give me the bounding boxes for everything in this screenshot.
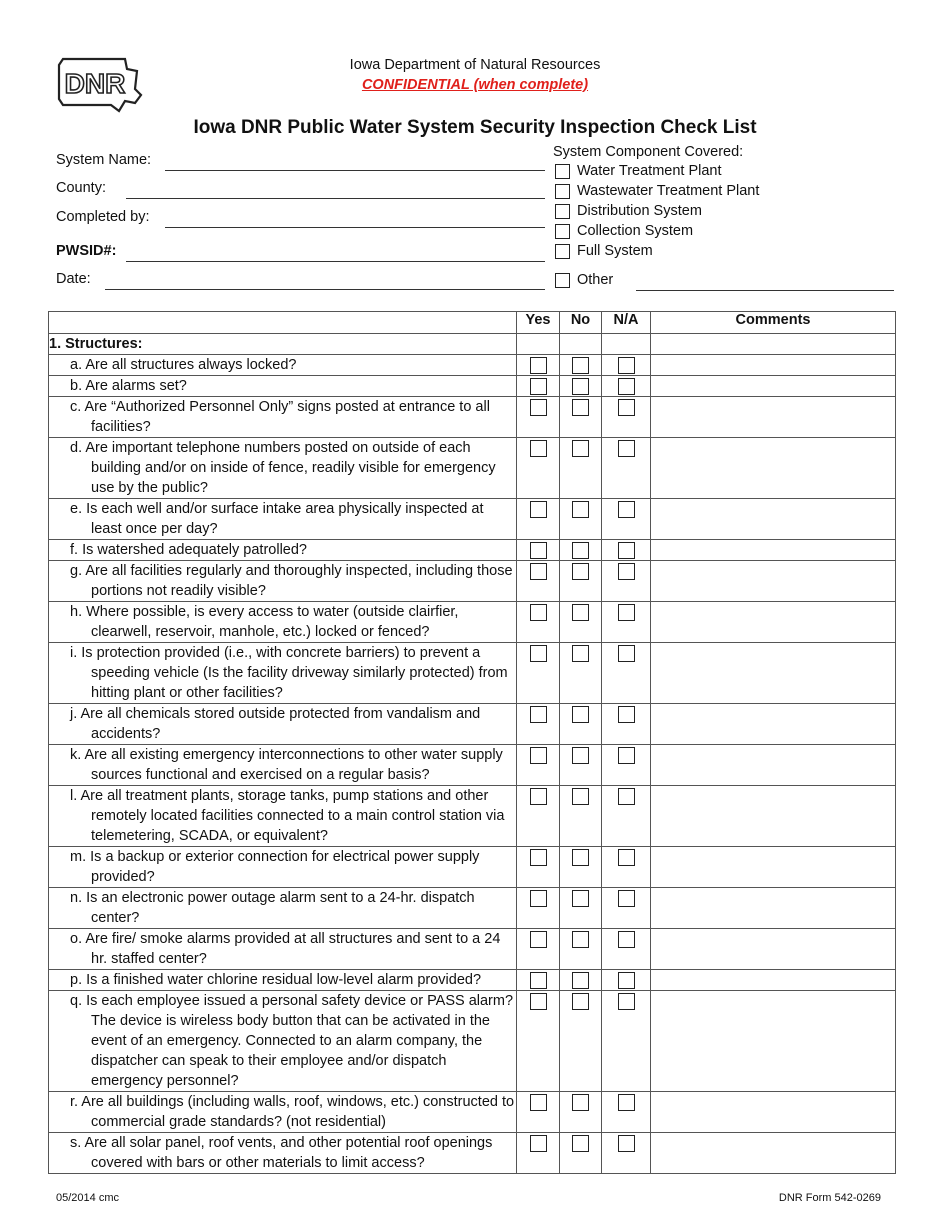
answer-cell-no: [560, 888, 602, 929]
question-cell: [49, 643, 517, 704]
question-text: j. Are all chemicals stored outside protected from vandalism and accidents?: [70, 706, 481, 742]
comments-cell[interactable]: [651, 929, 896, 970]
question-cell: [49, 376, 517, 397]
answer-cell-yes: [517, 847, 560, 888]
checkbox-no[interactable]: [572, 788, 589, 805]
header-question: [49, 312, 517, 334]
question-text: b. Are alarms set?: [70, 378, 187, 394]
comments-cell[interactable]: [651, 438, 896, 499]
question-cell: [49, 540, 517, 561]
comments-cell[interactable]: [651, 786, 896, 847]
question-cell: [49, 704, 517, 745]
answer-cell-no: [560, 991, 602, 1092]
question-cell: [49, 991, 517, 1092]
checkbox-yes[interactable]: [530, 747, 547, 764]
answer-cell-no: [560, 1133, 602, 1174]
label-collection-system: Collection System: [577, 223, 694, 239]
section-title: 1. Structures:: [49, 334, 517, 355]
dnr-logo: [55, 55, 145, 113]
answer-cell-na: [602, 397, 651, 438]
answer-cell-yes: [517, 1092, 560, 1133]
checkbox-no[interactable]: [572, 645, 589, 662]
checkbox-yes[interactable]: [530, 563, 547, 580]
answer-cell-na: [602, 376, 651, 397]
answer-cell-no: [560, 355, 602, 376]
agency-name: Iowa Department of Natural Resources: [349, 57, 601, 73]
answer-cell-no: [560, 602, 602, 643]
checkbox-no[interactable]: [572, 993, 589, 1010]
answer-cell-na: [602, 929, 651, 970]
checkbox-other[interactable]: [555, 273, 570, 288]
label-water-treatment: Water Treatment Plant: [577, 163, 722, 179]
checkbox-yes[interactable]: [530, 788, 547, 805]
question-cell: [49, 602, 517, 643]
answer-cell-na: [602, 438, 651, 499]
date-input[interactable]: [105, 289, 545, 290]
question-text: a. Are all structures always locked?: [70, 357, 297, 373]
checkbox-no[interactable]: [572, 399, 589, 416]
checkbox-na[interactable]: [618, 1135, 635, 1152]
question-cell: [49, 499, 517, 540]
checkbox-na[interactable]: [618, 501, 635, 518]
checkbox-full-system[interactable]: [555, 244, 570, 259]
answer-cell-no: [560, 438, 602, 499]
question-cell: [49, 888, 517, 929]
table-row: [49, 1092, 896, 1133]
table-row: [49, 438, 896, 499]
table-row: [49, 499, 896, 540]
answer-cell-yes: [517, 643, 560, 704]
question-text: g. Are all facilities regularly and thoroughly inspected, including those portions not readily visible?: [70, 563, 513, 599]
checkbox-no[interactable]: [572, 563, 589, 580]
checkbox-distribution-system[interactable]: [555, 204, 570, 219]
comments-cell[interactable]: [651, 1092, 896, 1133]
comments-cell[interactable]: [651, 704, 896, 745]
comments-cell[interactable]: [651, 561, 896, 602]
question-text: o. Are fire/ smoke alarms provided at all structures and sent to a 24 hr. staffed center?: [70, 931, 501, 967]
pwsid-label: PWSID#:: [56, 243, 117, 259]
question-text: e. Is each well and/or surface intake area physically inspected at least once per day?: [70, 501, 484, 537]
comments-cell[interactable]: [651, 745, 896, 786]
question-cell: [49, 1133, 517, 1174]
checkbox-na[interactable]: [618, 890, 635, 907]
answer-cell-no: [560, 929, 602, 970]
answer-cell-na: [602, 704, 651, 745]
checkbox-no[interactable]: [572, 890, 589, 907]
header-comments: Comments: [651, 312, 896, 334]
table-row: [49, 929, 896, 970]
table-row: [49, 745, 896, 786]
answer-cell-na: [602, 1092, 651, 1133]
checklist-table: [48, 311, 896, 1174]
comments-cell[interactable]: [651, 847, 896, 888]
question-text: s. Are all solar panel, roof vents, and other potential roof openings covered with bars or other materials to limit access?: [70, 1135, 493, 1171]
comments-cell[interactable]: [651, 376, 896, 397]
checkbox-yes[interactable]: [530, 1135, 547, 1152]
confidential-notice: CONFIDENTIAL (when complete): [361, 77, 589, 93]
question-text: f. Is watershed adequately patrolled?: [70, 542, 307, 558]
answer-cell-no: [560, 540, 602, 561]
checkbox-yes[interactable]: [530, 378, 547, 395]
checkbox-na[interactable]: [618, 993, 635, 1010]
system-name-input[interactable]: [165, 170, 545, 171]
checkbox-na[interactable]: [618, 357, 635, 374]
header-no: No: [560, 312, 602, 334]
answer-cell-na: [602, 499, 651, 540]
comments-cell[interactable]: [651, 1133, 896, 1174]
comments-cell[interactable]: [651, 397, 896, 438]
answer-cell-no: [560, 561, 602, 602]
comments-cell[interactable]: [651, 991, 896, 1092]
label-distribution-system: Distribution System: [577, 203, 702, 219]
question-cell: [49, 438, 517, 499]
answer-cell-no: [560, 376, 602, 397]
question-cell: [49, 847, 517, 888]
header-yes: Yes: [517, 312, 560, 334]
answer-cell-yes: [517, 704, 560, 745]
answer-cell-yes: [517, 786, 560, 847]
label-wastewater-treatment: Wastewater Treatment Plant: [577, 183, 760, 199]
question-cell: [49, 929, 517, 970]
label-full-system: Full System: [577, 243, 653, 259]
checkbox-yes[interactable]: [530, 357, 547, 374]
answer-cell-na: [602, 888, 651, 929]
answer-cell-yes: [517, 970, 560, 991]
header-na: N/A: [602, 312, 651, 334]
table-row: [49, 970, 896, 991]
checkbox-na[interactable]: [618, 972, 635, 989]
checkbox-no[interactable]: [572, 706, 589, 723]
checkbox-no[interactable]: [572, 542, 589, 559]
question-cell: [49, 397, 517, 438]
checkbox-na[interactable]: [618, 788, 635, 805]
county-label: County:: [56, 180, 106, 196]
footer-form-number: DNR Form 542-0269: [778, 1192, 881, 1204]
answer-cell-yes: [517, 438, 560, 499]
logo-text: DNR: [64, 68, 126, 99]
table-row: [49, 355, 896, 376]
checkbox-yes[interactable]: [530, 972, 547, 989]
table-row: [49, 847, 896, 888]
question-text: i. Is protection provided (i.e., with concrete barriers) to prevent a speeding vehicle (Is the facility driveway similarly protected) from hitting plant or other facilities?: [70, 645, 508, 701]
answer-cell-no: [560, 1092, 602, 1133]
checkbox-yes[interactable]: [530, 706, 547, 723]
page-title: Iowa DNR Public Water System Security Inspection Check List: [193, 117, 757, 138]
table-row: [49, 561, 896, 602]
comments-cell[interactable]: [651, 355, 896, 376]
checkbox-no[interactable]: [572, 849, 589, 866]
answer-cell-yes: [517, 1133, 560, 1174]
answer-cell-yes: [517, 376, 560, 397]
comments-cell[interactable]: [651, 540, 896, 561]
checkbox-na[interactable]: [618, 849, 635, 866]
checkbox-yes[interactable]: [530, 890, 547, 907]
checkbox-na[interactable]: [618, 747, 635, 764]
table-row: [49, 704, 896, 745]
checkbox-no[interactable]: [572, 1094, 589, 1111]
comments-cell[interactable]: [651, 970, 896, 991]
question-text: k. Are all existing emergency interconnections to other water supply sources functional and exercised on a regular basis?: [70, 747, 503, 783]
question-text: c. Are “Authorized Personnel Only” signs posted at entrance to all facilities?: [70, 399, 490, 435]
checkbox-na[interactable]: [618, 440, 635, 457]
answer-cell-yes: [517, 929, 560, 970]
answer-cell-na: [602, 786, 651, 847]
system-name-label: System Name:: [56, 152, 152, 168]
checkbox-yes[interactable]: [530, 849, 547, 866]
checkbox-yes[interactable]: [530, 542, 547, 559]
table-row: [49, 643, 896, 704]
checkbox-yes[interactable]: [530, 931, 547, 948]
checkbox-yes[interactable]: [530, 399, 547, 416]
completed-by-input[interactable]: [165, 227, 545, 228]
completed-by-label: Completed by:: [56, 209, 150, 225]
question-cell: [49, 1092, 517, 1133]
answer-cell-na: [602, 643, 651, 704]
table-row: [49, 397, 896, 438]
checkbox-no[interactable]: [572, 604, 589, 621]
checkbox-yes[interactable]: [530, 1094, 547, 1111]
question-cell: [49, 561, 517, 602]
answer-cell-no: [560, 745, 602, 786]
checkbox-na[interactable]: [618, 604, 635, 621]
checkbox-no[interactable]: [572, 931, 589, 948]
question-text: l. Are all treatment plants, storage tanks, pump stations and other remotely located facilities connected to a main control station via telemetering, SCADA, or equivalent?: [70, 788, 505, 844]
answer-cell-na: [602, 745, 651, 786]
question-text: r. Are all buildings (including walls, roof, windows, etc.) constructed to commercial grade standards? (not residential): [70, 1094, 515, 1130]
other-input[interactable]: [636, 290, 894, 291]
answer-cell-na: [602, 561, 651, 602]
answer-cell-yes: [517, 602, 560, 643]
question-cell: [49, 970, 517, 991]
answer-cell-no: [560, 397, 602, 438]
label-other: Other: [577, 272, 614, 288]
footer-date-code: 05/2014 cmc: [56, 1192, 119, 1204]
table-row: [49, 376, 896, 397]
table-row: [49, 991, 896, 1092]
answer-cell-yes: [517, 499, 560, 540]
comments-cell[interactable]: [651, 499, 896, 540]
checkbox-no[interactable]: [572, 501, 589, 518]
component-heading: System Component Covered:: [553, 144, 744, 160]
answer-cell-no: [560, 847, 602, 888]
question-cell: [49, 786, 517, 847]
checkbox-yes[interactable]: [530, 501, 547, 518]
answer-cell-yes: [517, 745, 560, 786]
answer-cell-yes: [517, 355, 560, 376]
pwsid-input[interactable]: [126, 261, 545, 262]
question-text: h. Where possible, is every access to water (outside clairfier, clearwell, reservoir, manhole, etc.) locked or fenced?: [70, 604, 459, 640]
date-label: Date:: [56, 271, 91, 287]
question-text: n. Is an electronic power outage alarm sent to a 24-hr. dispatch center?: [70, 890, 475, 926]
answer-cell-na: [602, 540, 651, 561]
answer-cell-yes: [517, 397, 560, 438]
answer-cell-no: [560, 643, 602, 704]
answer-cell-na: [602, 1133, 651, 1174]
question-text: p. Is a finished water chlorine residual low-level alarm provided?: [70, 972, 482, 988]
checkbox-no[interactable]: [572, 1135, 589, 1152]
question-text: q. Is each employee issued a personal safety device or PASS alarm? The device is wireless body button that can be activated in the event of an emergency. Connected to an alarm company, the dispatcher can speak to their employee and/or dispatch emergency personnel?: [70, 993, 514, 1089]
question-text: m. Is a backup or exterior connection for electrical power supply provided?: [70, 849, 480, 885]
checkbox-yes[interactable]: [530, 645, 547, 662]
answer-cell-yes: [517, 561, 560, 602]
checkbox-na[interactable]: [618, 399, 635, 416]
checkbox-na[interactable]: [618, 378, 635, 395]
checkbox-na[interactable]: [618, 563, 635, 580]
table-header-row: [49, 312, 896, 334]
answer-cell-no: [560, 704, 602, 745]
checkbox-no[interactable]: [572, 378, 589, 395]
table-row: [49, 602, 896, 643]
checkbox-no[interactable]: [572, 440, 589, 457]
answer-cell-na: [602, 355, 651, 376]
question-cell: [49, 745, 517, 786]
comments-cell[interactable]: [651, 643, 896, 704]
checkbox-collection-system[interactable]: [555, 224, 570, 239]
section-row: [49, 334, 896, 355]
comments-cell[interactable]: [651, 602, 896, 643]
answer-cell-no: [560, 970, 602, 991]
checkbox-yes[interactable]: [530, 993, 547, 1010]
answer-cell-na: [602, 602, 651, 643]
answer-cell-yes: [517, 991, 560, 1092]
county-input[interactable]: [126, 198, 545, 199]
checkbox-no[interactable]: [572, 972, 589, 989]
answer-cell-no: [560, 499, 602, 540]
checkbox-na[interactable]: [618, 1094, 635, 1111]
checkbox-no[interactable]: [572, 357, 589, 374]
answer-cell-na: [602, 847, 651, 888]
checkbox-no[interactable]: [572, 747, 589, 764]
table-row: [49, 888, 896, 929]
question-cell: [49, 355, 517, 376]
answer-cell-no: [560, 786, 602, 847]
checkbox-yes[interactable]: [530, 440, 547, 457]
answer-cell-yes: [517, 540, 560, 561]
table-row: [49, 786, 896, 847]
answer-cell-na: [602, 970, 651, 991]
answer-cell-na: [602, 991, 651, 1092]
table-row: [49, 1133, 896, 1174]
checkbox-wastewater-treatment[interactable]: [555, 184, 570, 199]
table-row: [49, 540, 896, 561]
question-text: d. Are important telephone numbers posted on outside of each building and/or on inside of fence, readily visible for emergency use by the public?: [70, 440, 496, 496]
checkbox-na[interactable]: [618, 931, 635, 948]
answer-cell-yes: [517, 888, 560, 929]
checkbox-water-treatment[interactable]: [555, 164, 570, 179]
comments-cell[interactable]: [651, 888, 896, 929]
checkbox-na[interactable]: [618, 645, 635, 662]
checkbox-yes[interactable]: [530, 604, 547, 621]
checkbox-na[interactable]: [618, 542, 635, 559]
checkbox-na[interactable]: [618, 706, 635, 723]
